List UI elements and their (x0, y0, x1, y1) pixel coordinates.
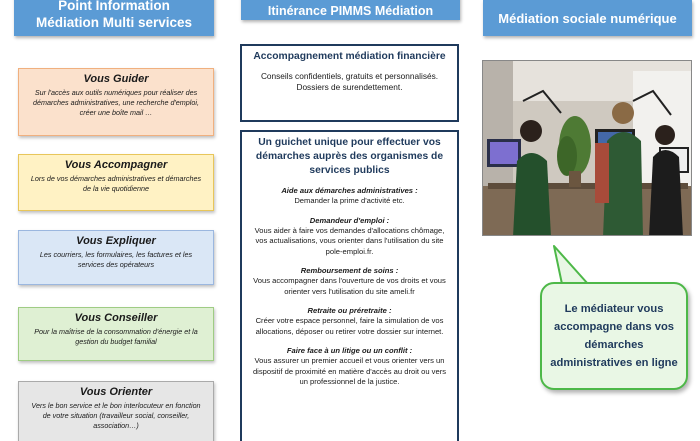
section-desc: Vous accompagner dans l'ouverture de vos droits et vous orienter vers l'utilisation du site ameli.fr (253, 276, 446, 296)
service-expliquer (18, 230, 214, 285)
bubble-text: Le médiateur vous accompagne dans vos démarches administratives en ligne (550, 303, 678, 369)
guichet-section (248, 266, 451, 297)
mediation-photo (482, 60, 692, 236)
section-desc: Demander la prime d'activité etc. (294, 196, 405, 205)
guichet-section (248, 346, 451, 388)
section-title: Faire face à un litige ou un conflit : (286, 346, 413, 355)
section-desc: Créer votre espace personnel, faire la simulation de vos allocations, déposer ou retirer votre dossier sur internet. (255, 316, 444, 336)
service-conseiller (18, 307, 214, 361)
section-desc: Vous aider à faire vos demandes d'allocations chômage, vos actualisations, vous orienter dans l'utilisation du site pole-emploi.fr. (254, 225, 445, 256)
mediator-speech-bubble (540, 282, 688, 390)
guichet-section (248, 216, 451, 258)
service-title: Vous Expliquer (76, 235, 156, 247)
financial-title: Accompagnement médiation financière (253, 51, 446, 62)
financial-mediation-box (240, 44, 459, 122)
photo-illustration (483, 61, 692, 236)
guichet-section (248, 186, 451, 207)
header-itinerance (241, 0, 460, 20)
section-title: Demandeur d'emploi : (309, 215, 390, 225)
guichet-unique-box (240, 130, 459, 441)
service-accompagner (18, 154, 214, 211)
guichet-title: Un guichet unique pour effectuer vos démarches auprès des organismes de services publics (255, 137, 444, 176)
section-desc: Vous assurer un premier accueil et vous orienter vers un dispositif de proximité en matière d'accès au droit ou vers un professionnel de la justice. (252, 356, 447, 386)
service-desc: Pour la maîtrise de la consommation d'énergie et la gestion du budget familial (34, 327, 198, 346)
service-title: Vous Conseiller (74, 312, 158, 324)
header-right-text: Médiation sociale numérique (498, 10, 677, 26)
financial-desc: Conseils confidentiels, gratuits et personnalisés. Dossiers de surendettement. (260, 71, 439, 92)
service-desc: Vers le bon service et le bon interlocuteur en fonction de votre situation (travailleur social, conseiller, association…) (31, 401, 201, 430)
service-title: Vous Accompagner (64, 159, 168, 171)
service-guider (18, 68, 214, 136)
service-title: Vous Guider (83, 73, 149, 85)
service-desc: Sur l'accès aux outils numériques pour réaliser des démarches administratives, une recherche d'emploi, créer une boîte mail … (33, 88, 199, 117)
service-desc: Lors de vos démarches administratives et démarches de la vie quotidienne (30, 174, 202, 193)
section-title: Retraite ou préretraite : (307, 306, 392, 315)
service-orienter (18, 381, 214, 441)
header-left-line-1: Point Information (58, 0, 170, 13)
header-point-information (14, 0, 214, 36)
service-title: Vous Orienter (79, 386, 153, 398)
service-desc: Les courriers, les formulaires, les factures et les services des opérateurs (39, 250, 193, 269)
header-middle-text: Itinérance PIMMS Médiation (267, 3, 434, 18)
header-mediation-numerique (483, 0, 692, 36)
section-title: Remboursement de soins : (300, 266, 399, 275)
section-title: Aide aux démarches administratives : (281, 186, 418, 195)
header-left-line-2: Médiation Multi services (35, 15, 193, 30)
guichet-section (248, 306, 451, 337)
